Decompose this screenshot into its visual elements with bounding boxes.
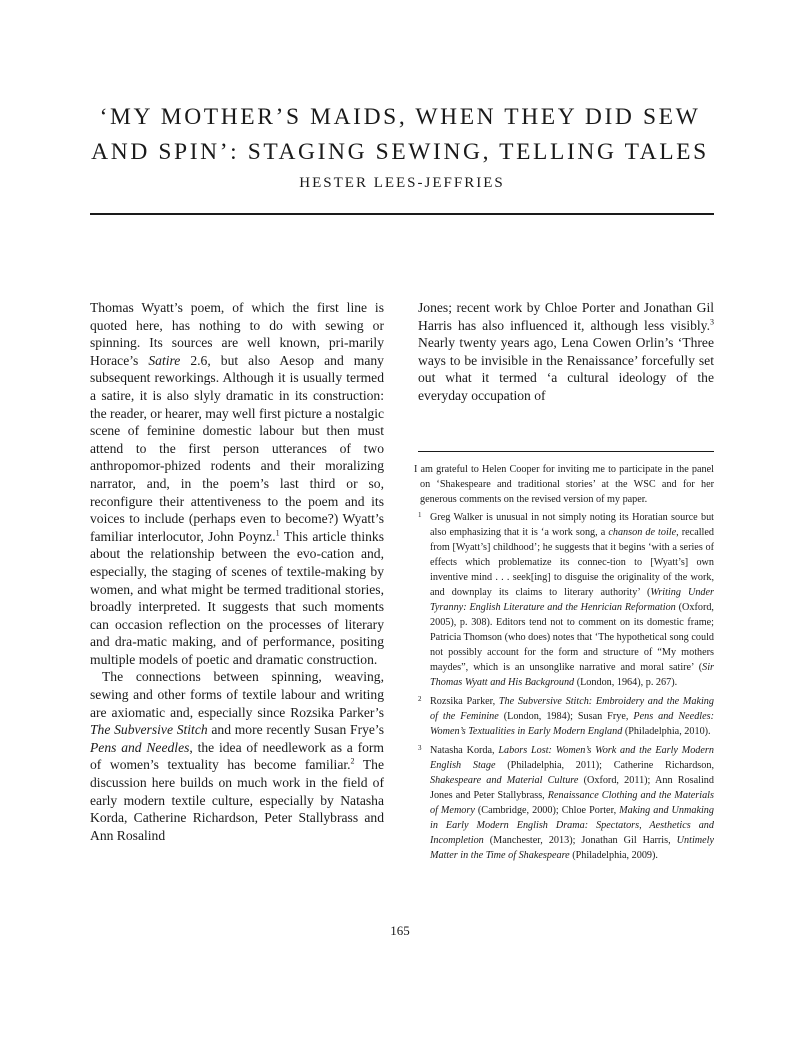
footnote-mark: 2 — [418, 695, 422, 703]
paragraph-1 — [90, 299, 384, 668]
text-span: Natasha Korda, — [430, 745, 499, 756]
italic-title: Making and Unmaking in Early Modern English Drama: Spectators, Aesthetics and Incompletion — [430, 805, 714, 846]
paragraph-3 — [418, 299, 714, 405]
text-span: Jones; recent work by Chloe Porter and Jonathan Gil Harris has also influenced it, although less visibly. — [418, 300, 714, 333]
text-span: and more recently Susan Frye’s — [207, 722, 384, 738]
text-span: (Oxford, 2011); Ann Rosalind Jones and Peter Stallybrass, — [430, 775, 714, 801]
italic-title: Untimely Matter in the Time of Shakespeare — [430, 835, 714, 861]
italic-title: chanson de toile — [608, 527, 677, 538]
author-name: HESTER LEES-JEFFRIES — [299, 175, 505, 191]
italic-title: Pens and Needles — [90, 739, 190, 755]
text-span: (Philadelphia, 2010). — [622, 726, 711, 737]
text-span: (Philadelphia, 2009). — [569, 850, 658, 861]
text-span: (Manchester, 2013); Jonathan Gil Harris, — [483, 835, 677, 846]
footnote-ref-3[interactable]: 3 — [710, 317, 714, 327]
footnotes — [414, 462, 714, 867]
footnote-ref-2[interactable]: 2 — [350, 756, 355, 766]
footnote-divider — [418, 451, 714, 452]
article-title — [60, 100, 740, 170]
text-span: The connections between spinning, weaving, sewing and other forms of textile labour and writing are axiomatic and, especially since Rozsika Parker’s — [90, 669, 384, 720]
italic-title: The Subversive Stitch — [90, 722, 208, 738]
footnote-ref-1[interactable]: 1 — [275, 528, 280, 538]
page-number: 165 — [390, 923, 410, 938]
text-span: This article thinks about the relationship between the evo-cation and, especially, the staging of scenes of textile-making by women, and what might be termed traditional stories, broadly interpreted. It suggests that such moments can occasion reflection on the processes of literary and dra-matic making, and of performance, positing multiple models of poetic and dramatic construction. — [90, 528, 384, 667]
paragraph-2 — [90, 668, 384, 844]
italic-title: Sir Thomas Wyatt and His Background — [430, 662, 714, 688]
footnote-3 — [414, 743, 714, 863]
title-divider — [90, 213, 714, 215]
italic-title: Labors Lost: Women’s Work and the Early Modern English Stage — [430, 745, 714, 771]
italic-title: Renaissance Clothing and the Materials of Memory — [430, 790, 714, 816]
text-span: (Oxford, 2005), p. 308). Editors tend not to comment on its domestic frame; Patricia Thomson (who does) notes that ‘The hypothetical song could not possibly account for the form and structure of “My mothers maydes”, which is an unsonglike narrative and moral satire’ ( — [430, 602, 714, 673]
footnote-1 — [414, 510, 714, 690]
title-line-2: AND SPIN’: STAGING SEWING, TELLING TALES — [91, 139, 709, 165]
text-span: (Philadelphia, 2011); Catherine Richardson, — [495, 760, 714, 771]
footnote-mark: 3 — [418, 744, 422, 752]
text-span: (Cambridge, 2000); Chloe Porter, — [474, 805, 620, 816]
italic-title: Pens and Needles: Women’s Textualities in Early Modern England — [430, 711, 715, 737]
footnote-mark: 1 — [418, 511, 422, 519]
text-span: Greg Walker is unusual in not simply noting its Horatian source but also emphasizing that it is ‘a work song, a — [430, 512, 714, 538]
text-span: (London, 1964), p. 267). — [574, 677, 678, 688]
text-span: Rozsika Parker, — [430, 696, 499, 707]
italic-title: Writing Under Tyranny: English Literature and the Henrician Reformation — [430, 587, 714, 613]
title-line-1: ‘MY MOTHER’S MAIDS, WHEN THEY DID SEW — [99, 104, 701, 130]
text-span: , recalled from [Wyatt’s] childhood’; he suggests that it begins ‘with a series of effects which problematize its connec-tion to [Wyatt’s] own inventive mind . . . seek[ing] to disguise the originality of the work, and downplay its claims to literary authority’ ( — [430, 527, 714, 598]
text-span: , the idea of needlework as a form of women’s textuality has become familiar. — [90, 739, 384, 773]
text-span: Thomas Wyatt’s poem, of which the first line is quoted here, has nothing to do with sewing or spinning. Its sources are well known, pri-marily Horace’s — [90, 300, 384, 368]
text-span: (London, 1984); Susan Frye, — [498, 711, 634, 722]
footnote-2 — [414, 694, 714, 739]
text-span: 2.6, but also Aesop and many subsequent reworkings. Although it is usually termed a satire, it is also slyly dramatic in its construction: the reader, or hearer, may well first picture a nostalgic scene of feminine domestic labour but then must attend to the first person utterances of two anthropomor-phized rodents and their moralizing narrator, and, in the poem’s last third or so, reconfigure their attentiveness to the poem and its voices to include (perhaps even to become?) Wyatt’s familiar interlocutor, John Poynz. — [90, 352, 384, 544]
acknowledgement-note: I am grateful to Helen Cooper for inviting me to participate in the panel on ‘Shakespeare and traditional stories’ at the WSC and for her generous comments on the revised version of my paper. — [414, 464, 714, 505]
italic-title: The Subversive Stitch: Embroidery and the Making of the Feminine — [430, 696, 714, 722]
italic-title: Shakespeare and Material Culture — [430, 775, 579, 786]
text-span: Nearly twenty years ago, Lena Cowen Orlin’s ‘Three ways to be invisible in the Renaissance’ forcefully set out what it termed ‘a cultural ideology of the everyday occupation of — [418, 335, 714, 403]
text-span: The discussion here builds on much work in the field of early modern textile culture, especially by Natasha Korda, Catherine Richardson, Peter Stallybrass and Ann Rosalind — [90, 757, 384, 843]
left-column — [90, 299, 384, 844]
right-column — [418, 299, 714, 405]
italic-title: Satire — [148, 352, 181, 368]
